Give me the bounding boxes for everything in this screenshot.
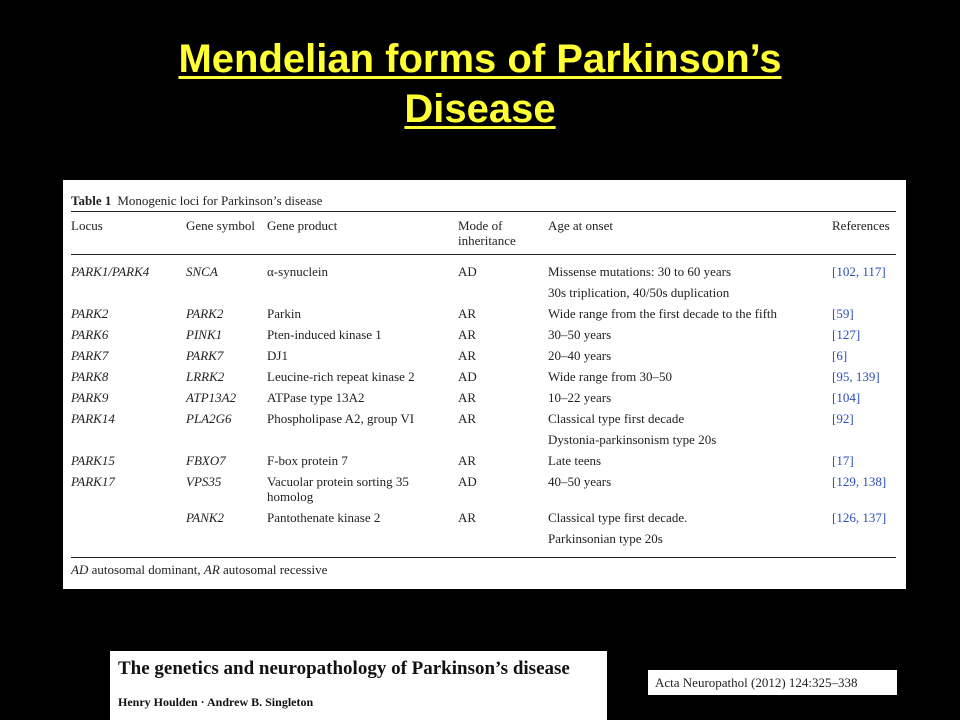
cell-mode: AR [458,510,477,525]
cell-age-at-onset: 30–50 years [548,327,612,342]
cell-references: [129, 138] [832,474,887,489]
cell-age-at-onset: 40–50 years [548,474,612,489]
cell-mode: AR [458,327,477,342]
header-age-at-onset: Age at onset [548,218,613,233]
cell-gene-symbol [186,528,267,549]
slide-title-line1: Mendelian forms of Parkinson’s [178,37,782,81]
table-row [71,303,896,324]
table-figure [63,180,906,589]
table-row [71,387,896,408]
loci-table [71,211,896,549]
cell-gene-product: ATPase type 13A2 [267,390,365,405]
table-row [71,528,896,549]
footnote-ad-text: autosomal dominant, [91,562,201,577]
table-caption [71,191,896,211]
table-row [71,324,896,345]
slide-title-line2: Disease [404,87,556,131]
cell-locus: PARK14 [71,411,115,426]
table-caption-label: Table 1 [71,193,112,208]
cell-gene-product: F-box protein 7 [267,453,348,468]
table-row [71,366,896,387]
cell-gene-product [267,429,458,450]
footnote-ar-text: autosomal recessive [223,562,328,577]
header-gene-symbol: Gene symbol [186,218,255,233]
cell-gene-product: Vacuolar protein sorting 35 homolog [267,474,409,504]
journal-citation: Acta Neuropathol (2012) 124:325–338 [648,670,897,695]
cell-age-at-onset: Classical type first decade. [548,510,688,525]
cell-gene-symbol: PARK2 [186,306,224,321]
cell-mode: AD [458,264,477,279]
cell-mode: AR [458,390,477,405]
cell-locus [71,507,186,528]
cell-gene-symbol [186,429,267,450]
paper-title: The genetics and neuropathology of Parkinson’s disease [118,658,570,679]
table-row [71,255,896,283]
cell-references [832,429,896,450]
paper-authors: Henry Houlden · Andrew B. Singleton [118,695,314,709]
cell-gene-product: DJ1 [267,348,288,363]
cell-references: [92] [832,411,854,426]
table-row [71,450,896,471]
cell-mode: AR [458,453,477,468]
cell-references: [102, 117] [832,264,886,279]
header-references: References [832,218,890,233]
cell-mode [458,282,548,303]
table-caption-text: Monogenic loci for Parkinson’s disease [117,193,323,208]
cell-references: [17] [832,453,854,468]
table-row [71,345,896,366]
cell-gene-product: Pten-induced kinase 1 [267,327,382,342]
cell-age-at-onset: Classical type first decade [548,411,685,426]
cell-references: [95, 139] [832,369,880,384]
cell-locus [71,528,186,549]
cell-age-at-onset: Wide range from 30–50 [548,369,673,384]
cell-gene-product: Parkin [267,306,301,321]
cell-age-at-onset: Dystonia-parkinsonism type 20s [548,432,717,447]
footnote-ad-abbr: AD [71,562,89,577]
header-gene-product: Gene product [267,218,338,233]
cell-age-at-onset: Wide range from the first decade to the fifth [548,306,778,321]
cell-gene-product [267,528,458,549]
cell-mode: AR [458,411,477,426]
cell-locus: PARK17 [71,474,115,489]
cell-gene-symbol: ATP13A2 [186,390,237,405]
cell-mode: AR [458,348,477,363]
table-row [71,507,896,528]
cell-gene-symbol: LRRK2 [186,369,225,384]
header-mode-of-inheritance: Mode of inheritance [458,218,516,248]
footnote-ar-abbr: AR [203,562,220,577]
cell-locus: PARK15 [71,453,115,468]
cell-locus [71,282,186,303]
cell-locus: PARK7 [71,348,109,363]
cell-age-at-onset: 10–22 years [548,390,612,405]
cell-gene-symbol: SNCA [186,264,218,279]
cell-gene-symbol: PARK7 [186,348,224,363]
cell-locus: PARK1/PARK4 [71,264,150,279]
cell-mode: AD [458,369,477,384]
cell-gene-symbol: FBXO7 [186,453,226,468]
table-row [71,408,896,429]
cell-mode [458,528,548,549]
cell-locus: PARK6 [71,327,109,342]
cell-references [832,282,896,303]
table-footnote [71,557,896,578]
table-header-row [71,212,896,255]
cell-references: [127] [832,327,861,342]
cell-gene-product: Leucine-rich repeat kinase 2 [267,369,415,384]
cell-age-at-onset: 20–40 years [548,348,612,363]
cell-gene-symbol: PLA2G6 [186,411,232,426]
cell-locus [71,429,186,450]
cell-gene-product: Phospholipase A2, group VI [267,411,415,426]
cell-locus: PARK8 [71,369,109,384]
cell-mode [458,429,548,450]
cell-age-at-onset: Missense mutations: 30 to 60 years [548,264,732,279]
cell-age-at-onset: 30s triplication, 40/50s duplication [548,285,730,300]
cell-references: [104] [832,390,861,405]
cell-locus: PARK9 [71,390,109,405]
cell-gene-symbol: PANK2 [186,510,225,525]
cell-gene-product [267,282,458,303]
cell-gene-product: Pantothenate kinase 2 [267,510,381,525]
cell-gene-symbol [186,282,267,303]
cell-mode: AR [458,306,477,321]
cell-references: [59] [832,306,854,321]
table-row [71,429,896,450]
cell-gene-product: α-synuclein [267,264,328,279]
header-locus: Locus [71,218,103,233]
cell-references: [6] [832,348,848,363]
table-row [71,471,896,507]
cell-references: [126, 137] [832,510,887,525]
cell-references [832,528,896,549]
paper-header [110,651,607,720]
table-row [71,282,896,303]
cell-gene-symbol: PINK1 [186,327,223,342]
slide-title [0,34,960,134]
cell-age-at-onset: Parkinsonian type 20s [548,531,663,546]
cell-locus: PARK2 [71,306,109,321]
cell-age-at-onset: Late teens [548,453,602,468]
cell-gene-symbol: VPS35 [186,474,222,489]
cell-mode: AD [458,474,477,489]
